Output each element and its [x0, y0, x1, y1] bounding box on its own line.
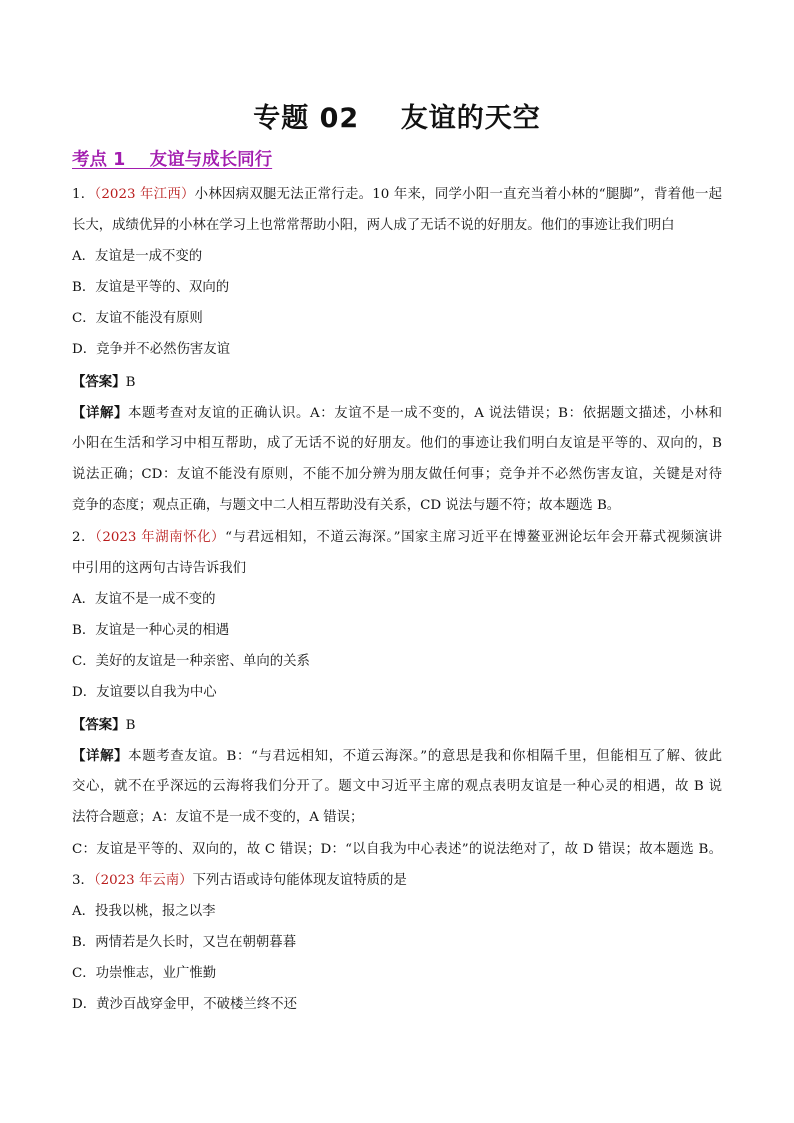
answer-value: B [125, 718, 136, 733]
question-1-option-a: A．友谊是一成不变的 [72, 249, 203, 264]
question-2-answer [72, 716, 135, 735]
question-1-option-b: B．友谊是平等的、双向的 [72, 280, 230, 295]
question-number: 1． [72, 187, 95, 202]
question-source: （2023 年江西） [94, 187, 195, 202]
question-2-stem-cont: 中引用的这两句古诗告诉我们 [72, 561, 247, 576]
page-title: 专题 02 友谊的天空 [253, 103, 541, 134]
section-heading: 考点 1 友谊与成长同行 [72, 150, 273, 170]
question-2-detail-2: 交心，就不在乎深远的云海将我们分开了。题文中习近平主席的观点表明友谊是一种心灵的相遇，故 B 说 [72, 779, 722, 794]
question-source: （2023 年云南） [93, 873, 193, 888]
question-3-option-a: A．投我以桃，报之以李 [72, 904, 216, 919]
question-2-detail-4: C：友谊是平等的、双向的，故 C 错误；D：“以自我为中心表述”的说法绝对了，故 D 错误；故本题选 B。 [72, 842, 722, 857]
question-number: 3． [72, 873, 94, 888]
detail-text: 本题考查对友谊的正确认识。A：友谊不是一成不变的，A 说法错误；B：依据题文描述，小林和 [128, 406, 723, 421]
question-text: 下列古语或诗句能体现友谊特质的是 [192, 873, 407, 888]
question-1-option-d: D．竞争并不必然伤害友谊 [72, 342, 231, 357]
question-2-stem [72, 529, 722, 547]
question-1-detail-1 [72, 404, 722, 423]
detail-label: 【详解】 [72, 405, 128, 421]
question-1-detail-3: 说法正确；CD：友谊不能没有原则，不能不加分辨为朋友做任何事；竞争并不必然伤害友谊，关键是对待 [72, 467, 722, 482]
question-1-detail-4: 竞争的态度；观点正确，与题文中二人相互帮助没有关系，CD 说法与题不符；故本题选 B。 [72, 498, 621, 513]
question-text: “与君远相知，不道云海深。”国家主席习近平在博鳌亚洲论坛年会开幕式视频演讲 [225, 530, 722, 545]
question-2-option-c: C．美好的友谊是一种亲密、单向的关系 [72, 654, 310, 669]
question-3-stem [72, 872, 407, 890]
question-2-option-a: A．友谊不是一成不变的 [72, 592, 216, 607]
question-1-answer [72, 373, 135, 392]
answer-label: 【答案】 [72, 374, 126, 390]
question-2-option-b: B．友谊是一种心灵的相遇 [72, 623, 230, 638]
question-1-detail-2: 小阳在生活和学习中相互帮助，成了无话不说的好朋友。他们的事迹让我们明白友谊是平等的、双向的，B [72, 436, 722, 451]
answer-label: 【答案】 [72, 717, 126, 733]
question-1-option-c: C．友谊不能没有原则 [72, 311, 203, 326]
detail-text: 本题考查友谊。B：“与君远相知，不道云海深。”的意思是我和你相隔千里，但能相互了解、彼此 [128, 749, 722, 764]
answer-value: B [125, 375, 136, 390]
question-1-stem [72, 186, 722, 204]
question-3-option-b: B．两情若是久长时，又岂在朝朝暮暮 [72, 935, 297, 950]
question-source: （2023 年湖南怀化） [95, 530, 226, 545]
question-3-option-d: D．黄沙百战穿金甲，不破楼兰终不还 [72, 997, 297, 1012]
question-2-detail-3: 法符合题意；A：友谊不是一成不变的，A 错误； [72, 810, 364, 825]
question-number: 2． [72, 530, 96, 545]
question-2-detail-1 [72, 747, 722, 766]
question-text: 小林因病双腿无法正常行走。10 年来，同学小阳一直充当着小林的“腿脚”，背着他一起 [194, 187, 722, 202]
question-2-option-d: D．友谊要以自我为中心 [72, 685, 217, 700]
question-1-stem-cont: 长大，成绩优异的小林在学习上也常常帮助小阳，两人成了无话不说的好朋友。他们的事迹让我们明白 [72, 218, 675, 233]
question-3-option-c: C．功崇惟志，业广惟勤 [72, 966, 217, 981]
detail-label: 【详解】 [72, 748, 129, 764]
